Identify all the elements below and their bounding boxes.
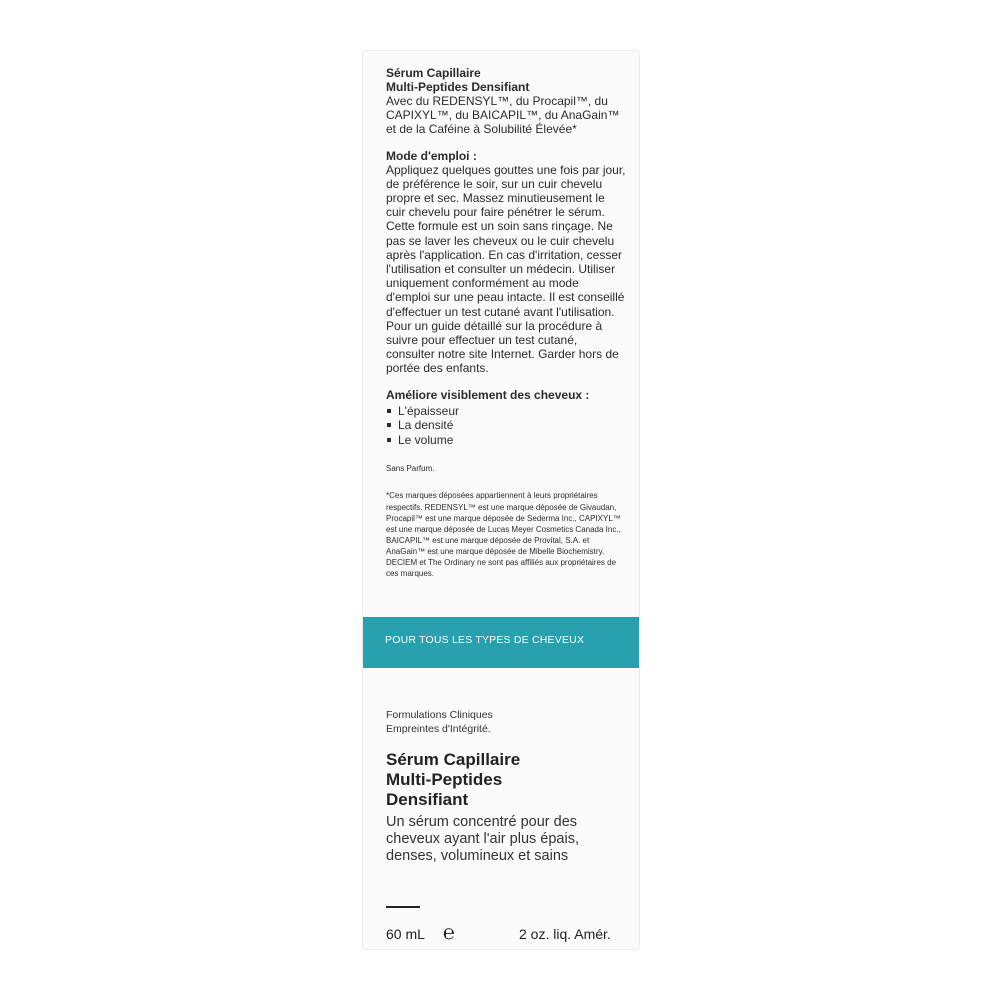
volume-metric: 60 mL <box>386 926 425 942</box>
benefits-list <box>386 404 626 448</box>
brand-tagline-line1: Formulations Cliniques <box>386 709 493 721</box>
list-item: L'épaisseur <box>386 404 626 419</box>
front-panel <box>386 708 631 864</box>
divider <box>386 906 420 908</box>
estimated-sign-icon: ℮ <box>443 922 456 944</box>
list-item: Le volume <box>386 433 626 448</box>
benefits-heading: Améliore visiblement des cheveux : <box>386 387 590 402</box>
volume-line <box>386 924 626 946</box>
directions-heading: Mode d'emploi : <box>386 148 477 163</box>
product-description: Un sérum concentré pour des cheveux ayant l'air plus épais, denses, volumineux et sains <box>386 814 579 864</box>
ingredients-text: Avec du REDENSYL™, du Procapil™, du CAPIXYL™, du BAICAPIL™, du AnaGain™ et de la Caféine à Solubilité Élevée* <box>386 94 620 137</box>
directions-text: Appliquez quelques gouttes une fois par jour, de préférence le soir, sur un cuir chevelu propre et sec. Massez minutieusement le cuir chevelu pour faire pénétrer le sérum. Cette formule est un soin sans rinçage. Ne pas se laver les cheveux ou le cuir chevelu après l'application. En cas d'irritation, cesser l'utilisation et consulter un médecin. Utiliser uniquement conformément au mode d'emploi sur une peau intacte. Il est conseillé d'effectuer un test cutané avant l'utilisation. Pour un guide détaillé sur la procédure à suivre pour effectuer un test cutané, consulter notre site Internet. Garder hors de portée des enfants. <box>386 162 626 376</box>
trademark-legal-text: *Ces marques déposées appartiennent à leurs propriétaires respectifs. REDENSYL™ est une marque déposée de Givaudan, Procapil™ est une marque déposée de Sederma Inc., CAPIXYL™ est une marque déposée de Lucas Meyer Cosmetics Canada Inc., BAICAPIL™ est une marque déposée de Provital, S.A. et AnaGain™ est une marque déposée de Mibelle Biochemistry. DECIEM et The Ordinary ne sont pas affiliés aux propriétaires de ces marques. <box>386 491 621 579</box>
back-panel <box>386 66 626 579</box>
product-name-line3: Densifiant <box>386 790 469 809</box>
brand-tagline-line2: Empreintes d'Intégrité. <box>386 723 491 735</box>
product-name <box>386 750 631 810</box>
hair-type-band <box>363 617 639 668</box>
list-item: La densité <box>386 418 626 433</box>
volume-imperial: 2 oz. liq. Amér. <box>519 926 611 942</box>
fragrance-note: Sans Parfum. <box>386 464 435 474</box>
product-name-line2: Multi-Peptides <box>386 770 503 789</box>
product-title-line1: Sérum Capillaire <box>386 66 481 80</box>
product-title-line2: Multi-Peptides Densifiant <box>386 80 530 94</box>
product-box <box>362 50 640 950</box>
hair-type-label: POUR TOUS LES TYPES DE CHEVEUX <box>385 634 585 646</box>
product-name-line1: Sérum Capillaire <box>386 750 521 769</box>
